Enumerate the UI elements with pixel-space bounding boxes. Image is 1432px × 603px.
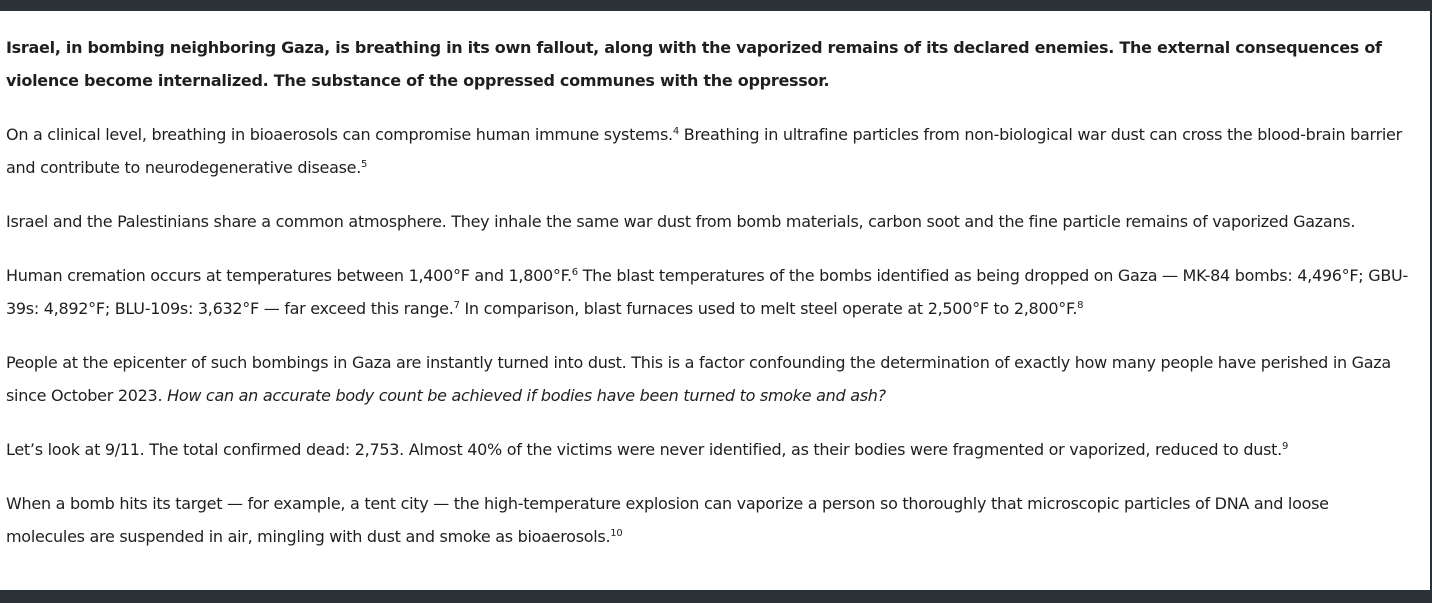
paragraph-text: The blast temperatures of the bombs identified as being dropped on Gaza — MK-84 bombs: 4,496°F; GBU-39s: 4,892°F; BLU-109s: 3,632°F — far exceed this range. xyxy=(6,266,1408,318)
paragraph-911 xyxy=(6,433,1408,466)
paragraph-text: Israel, in bombing neighboring Gaza, is breathing in its own fallout, along with the vaporized remains of its declared enemies. The external consequences of violence become internalized. The substance of the oppressed communes with the oppressor. xyxy=(6,38,1382,90)
footnote-ref-9[interactable]: 9 xyxy=(1281,441,1289,452)
footnote-ref-10[interactable]: 10 xyxy=(610,528,623,539)
paragraph-text: Israel and the Palestinians share a common atmosphere. They inhale the same war dust from bomb materials, carbon soot and the fine particle remains of vaporized Gazans. xyxy=(6,212,1356,231)
paragraph-atmosphere xyxy=(6,205,1408,238)
paragraph-text: Breathing in ultrafine particles from non-biological war dust can cross the blood-brain barrier and contribute to neurodegenerative disease. xyxy=(6,125,1402,177)
article-body xyxy=(0,11,1430,553)
paragraph-text: On a clinical level, breathing in bioaerosols can compromise human immune systems. xyxy=(6,125,673,144)
paragraph-epicenter xyxy=(6,346,1408,412)
article-frame xyxy=(0,11,1430,590)
paragraph-bioaerosols xyxy=(6,118,1408,184)
paragraph-text: Human cremation occurs at temperatures between 1,400°F and 1,800°F. xyxy=(6,266,572,285)
footnote-ref-6[interactable]: 6 xyxy=(571,267,578,278)
paragraph-tent-city xyxy=(6,487,1408,553)
paragraph-lead xyxy=(6,31,1408,97)
footnote-ref-8[interactable]: 8 xyxy=(1077,300,1084,311)
footnote-ref-4[interactable]: 4 xyxy=(672,126,679,137)
footnote-ref-5[interactable]: 5 xyxy=(361,159,368,170)
paragraph-text: Let’s look at 9/11. The total confirmed dead: 2,753. Almost 40% of the victims were never identified, as their bodies were fragmented or vaporized, reduced to dust. xyxy=(6,440,1282,459)
footnote-ref-7[interactable]: 7 xyxy=(453,300,460,311)
paragraph-text: People at the epicenter of such bombings in Gaza are instantly turned into dust. This is a factor confounding the determination of exactly how many people have perished in Gaza since October 2023. xyxy=(6,353,1391,405)
bottom-bar xyxy=(0,590,1432,603)
paragraph-text: When a bomb hits its target — for example, a tent city — the high-temperature explosion can vaporize a person so thoroughly that microscopic particles of DNA and loose molecules are suspended in air, mingling with dust and smoke as bioaerosols. xyxy=(6,494,1329,546)
paragraph-question: How can an accurate body count be achieved if bodies have been turned to smoke and ash? xyxy=(167,386,886,405)
paragraph-text: In comparison, blast furnaces used to melt steel operate at 2,500°F to 2,800°F. xyxy=(459,299,1078,318)
paragraph-temperatures xyxy=(6,259,1408,325)
